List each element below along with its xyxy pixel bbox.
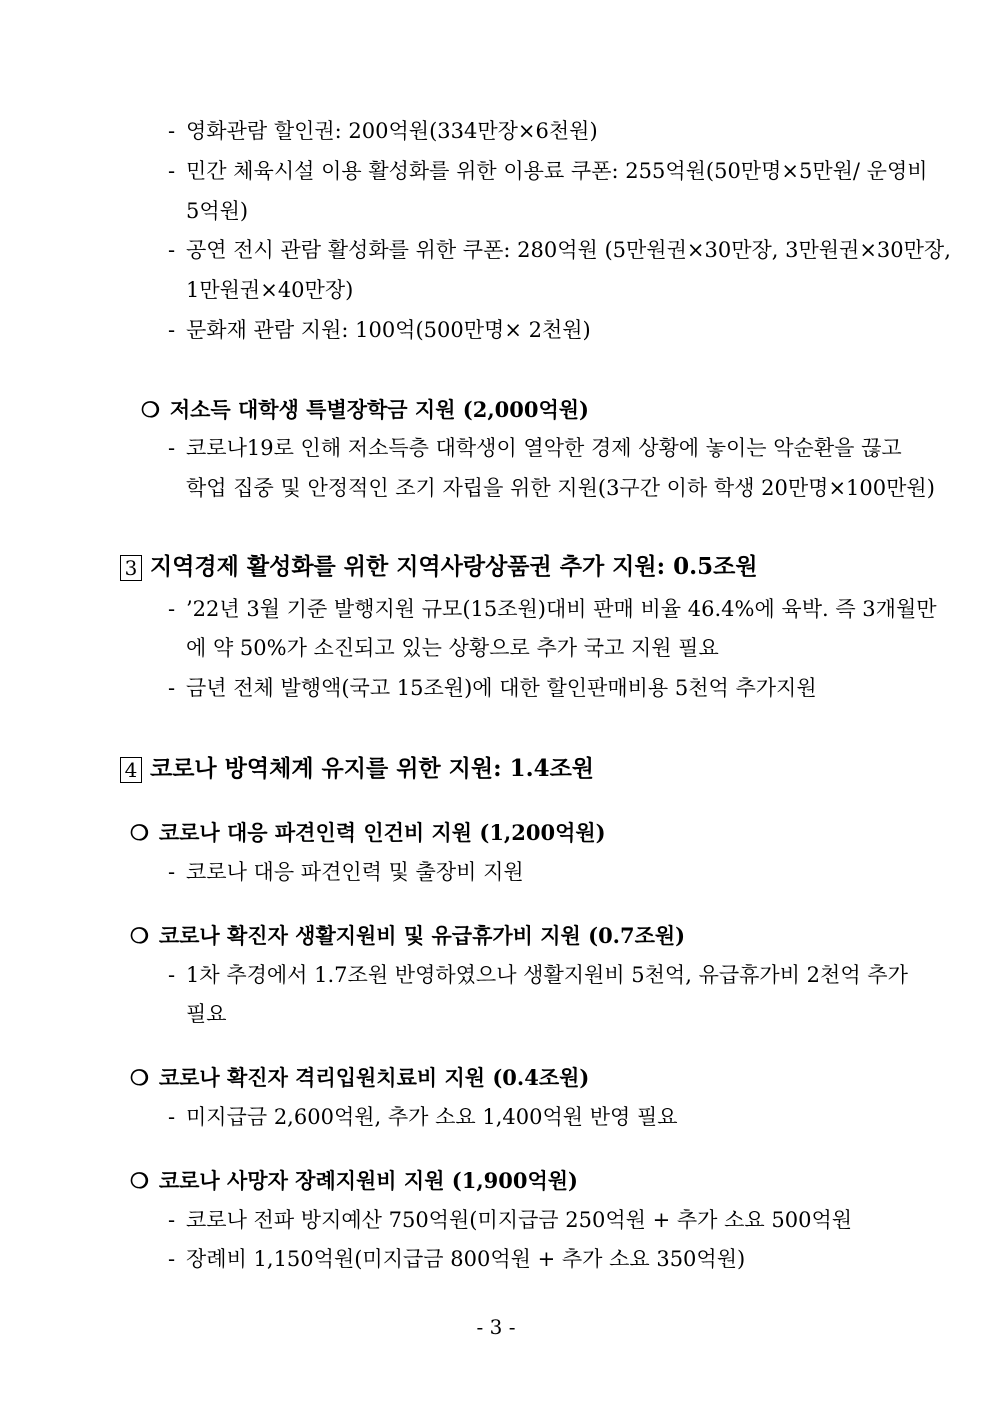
bullet-text: 문화재 관람 지원: 100억(500만명× 2천원) bbox=[186, 318, 591, 342]
dash: - bbox=[168, 860, 176, 884]
continuation-line bbox=[186, 276, 353, 304]
bullet-line bbox=[168, 961, 908, 989]
bullet-line bbox=[168, 595, 937, 623]
section-title: 지역경제 활성화를 위한 지역사랑상품권 추가 지원: 0.5조원 bbox=[150, 553, 758, 580]
bullet-line bbox=[168, 1206, 852, 1234]
bullet-text: 필요 bbox=[186, 1002, 227, 1026]
section-title: 코로나 방역체계 유지를 위한 지원: 1.4조원 bbox=[150, 755, 595, 782]
bullet-text: 민간 체육시설 이용 활성화를 위한 이용료 쿠폰: 255억원(50만명×5만원/ 운영비 bbox=[186, 159, 928, 183]
bullet-text: 미지급금 2,600억원, 추가 소요 1,400억원 반영 필요 bbox=[186, 1105, 678, 1129]
bullet-line bbox=[168, 236, 951, 264]
bullet-text: 코로나 대응 파견인력 및 출장비 지원 bbox=[186, 860, 524, 884]
dash: - bbox=[168, 238, 176, 262]
section-heading-3 bbox=[120, 553, 758, 581]
section-number-box: 4 bbox=[120, 757, 142, 783]
circle-bullet-icon: ❍ bbox=[130, 820, 149, 845]
subheading-text: 저소득 대학생 특별장학금 지원 (2,000억원) bbox=[169, 397, 589, 422]
continuation-line bbox=[186, 474, 935, 502]
bullet-line bbox=[168, 674, 817, 702]
continuation-line bbox=[186, 197, 248, 225]
dash: - bbox=[168, 159, 176, 183]
bullet-text: 학업 집중 및 안정적인 조기 자립을 위한 지원(3구간 이하 학생 20만명×100만원) bbox=[186, 476, 935, 500]
dash: - bbox=[168, 1247, 176, 1271]
bullet-line bbox=[168, 434, 902, 462]
bullet-text: 1만원권×40만장) bbox=[186, 278, 354, 302]
bullet-line bbox=[168, 1103, 678, 1131]
page-number: - 3 - bbox=[476, 1315, 516, 1339]
dash: - bbox=[168, 1105, 176, 1129]
circle-bullet-icon: ❍ bbox=[130, 1065, 149, 1090]
bullet-line bbox=[168, 117, 598, 145]
subheading-living-support bbox=[130, 922, 685, 950]
bullet-text: ’22년 3월 기준 발행지원 규모(15조원)대비 판매 비율 46.4%에 육박. 즉 3개월만 bbox=[186, 597, 937, 621]
bullet-text: 금년 전체 발행액(국고 15조원)에 대한 할인판매비용 5천억 추가지원 bbox=[186, 676, 817, 700]
dash: - bbox=[168, 597, 176, 621]
dash: - bbox=[168, 676, 176, 700]
subheading-text: 코로나 확진자 생활지원비 및 유급휴가비 지원 (0.7조원) bbox=[158, 923, 686, 948]
bullet-text: 에 약 50%가 소진되고 있는 상황으로 추가 국고 지원 필요 bbox=[186, 636, 719, 660]
circle-bullet-icon: ❍ bbox=[130, 923, 149, 948]
circle-bullet-icon: ❍ bbox=[141, 397, 160, 422]
subheading-text: 코로나 확진자 격리입원치료비 지원 (0.4조원) bbox=[158, 1065, 590, 1090]
section-number-box: 3 bbox=[120, 555, 142, 581]
subheading-text: 코로나 대응 파견인력 인건비 지원 (1,200억원) bbox=[158, 820, 606, 845]
bullet-line bbox=[168, 157, 928, 185]
dash: - bbox=[168, 119, 176, 143]
bullet-text: 영화관람 할인권: 200억원(334만장×6천원) bbox=[186, 119, 598, 143]
dash: - bbox=[168, 1208, 176, 1232]
bullet-text: 코로나 전파 방지예산 750억원(미지급금 250억원 + 추가 소요 500억원 bbox=[186, 1208, 853, 1232]
continuation-line bbox=[186, 1000, 227, 1028]
subheading-text: 코로나 사망자 장례지원비 지원 (1,900억원) bbox=[158, 1168, 578, 1193]
dash: - bbox=[168, 436, 176, 460]
bullet-line bbox=[168, 858, 524, 886]
subheading-funeral bbox=[130, 1167, 578, 1195]
dash: - bbox=[168, 963, 176, 987]
bullet-text: 공연 전시 관람 활성화를 위한 쿠폰: 280억원 (5만원권×30만장, 3만원권×30만장, bbox=[186, 238, 951, 262]
subheading-scholarship bbox=[141, 396, 589, 424]
bullet-text: 1차 추경에서 1.7조원 반영하였으나 생활지원비 5천억, 유급휴가비 2천억 추가 bbox=[186, 963, 908, 987]
bullet-text: 장례비 1,150억원(미지급금 800억원 + 추가 소요 350억원) bbox=[186, 1247, 746, 1271]
continuation-line bbox=[186, 634, 719, 662]
subheading-dispatch bbox=[130, 819, 606, 847]
bullet-text: 코로나19로 인해 저소득층 대학생이 열악한 경제 상황에 놓이는 악순환을 끊고 bbox=[186, 436, 902, 460]
circle-bullet-icon: ❍ bbox=[130, 1168, 149, 1193]
section-heading-4 bbox=[120, 755, 594, 783]
dash: - bbox=[168, 318, 176, 342]
bullet-line bbox=[168, 1245, 745, 1273]
bullet-line bbox=[168, 316, 591, 344]
bullet-text: 5억원) bbox=[186, 199, 249, 223]
subheading-treatment bbox=[130, 1064, 589, 1092]
